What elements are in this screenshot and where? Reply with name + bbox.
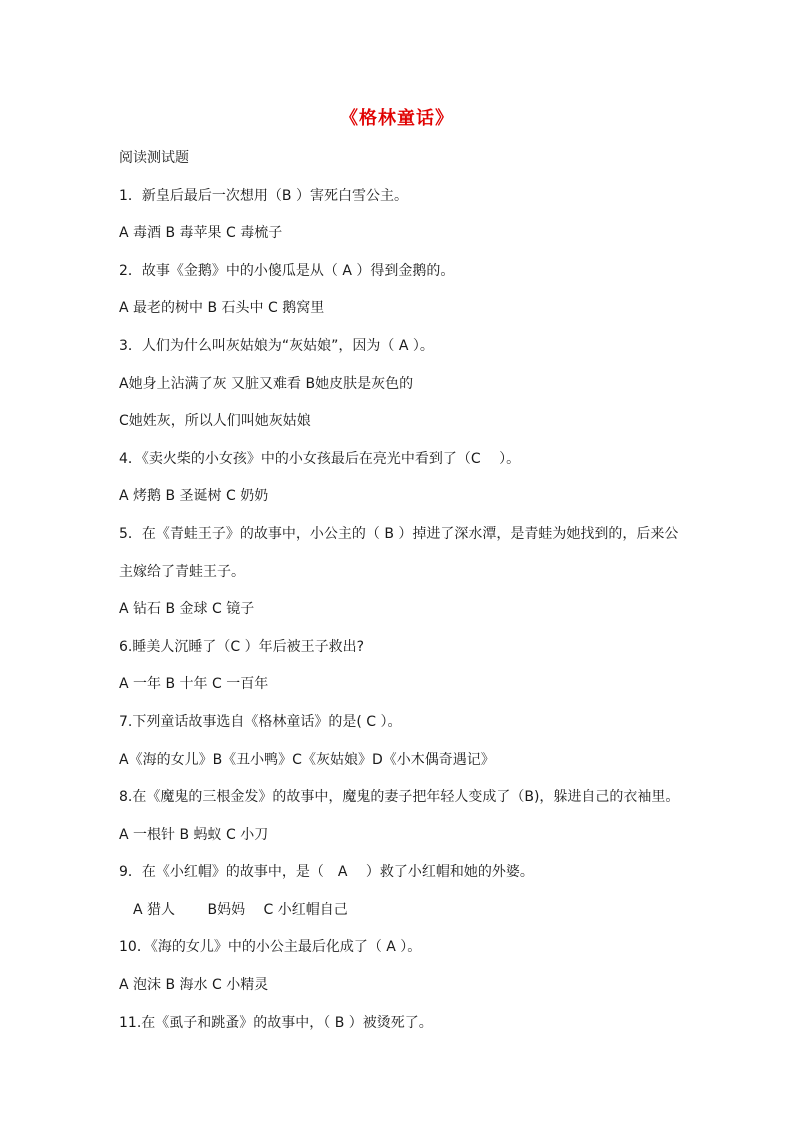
text-line: 7.下列童话故事选自《格林童话》的是( C ）。 <box>119 713 402 730</box>
text-line: A 猎人 B妈妈 C 小红帽自己 <box>119 901 348 918</box>
text-line: A 一年 B 十年 C 一百年 <box>119 676 269 693</box>
text-line: A 钻石 B 金球 C 镜子 <box>119 601 255 618</box>
text-line: 3．人们为什么叫灰姑娘为“灰姑娘”，因为（ A ）。 <box>119 337 434 354</box>
text-line: A她身上沾满了灰 又脏又难看 B她皮肤是灰色的 <box>119 375 414 392</box>
text-line: A 烤鹅 B 圣诞树 C 奶奶 <box>119 488 269 505</box>
text-line: 11.在《虱子和跳蚤》的故事中，（ B ）被烫死了。 <box>119 1014 433 1031</box>
document-body <box>119 147 689 1049</box>
text-line: 主嫁给了青蛙王子。 <box>119 563 245 580</box>
text-line: A 最老的树中 B 石头中 C 鹅窝里 <box>119 300 325 317</box>
text-line: A 泡沫 B 海水 C 小精灵 <box>119 977 269 994</box>
text-line: 6.睡美人沉睡了（C ）年后被王子救出? <box>119 638 365 655</box>
text-line: C她姓灰，所以人们叫她灰姑娘 <box>119 413 311 430</box>
text-line: 2．故事《金鹅》中的小傻瓜是从（ A ）得到金鹅的。 <box>119 262 455 279</box>
text-line: 5．在《青蛙王子》的故事中，小公主的（ B ）掉进了深水潭，是青蛙为她找到的，后来公 <box>119 525 679 542</box>
text-line: 9．在《小红帽》的故事中，是（ A ）救了小红帽和她的外婆。 <box>119 864 534 881</box>
text-line: 10．《海的女儿》中的小公主最后化成了（ A ）。 <box>119 939 422 956</box>
text-line: 8.在《魔鬼的三根金发》的故事中，魔鬼的妻子把年轻人变成了（B)，躲进自己的衣袖里。 <box>119 789 680 806</box>
text-line: 4．《卖火柴的小女孩》中的小女孩最后在亮光中看到了（C ）。 <box>119 450 521 467</box>
text-line: A《海的女儿》B《丑小鸭》C《灰姑娘》D《小木偶奇遇记》 <box>119 751 495 768</box>
text-line: 1．新皇后最后一次想用（B ）害死白雪公主。 <box>119 187 408 204</box>
text-line: A 一根针 B 蚂蚁 C 小刀 <box>119 826 269 843</box>
text-line: A 毒酒 B 毒苹果 C 毒梳子 <box>119 225 283 242</box>
document-title: 《格林童话》 <box>340 108 454 129</box>
text-line: 阅读测试题 <box>119 150 189 166</box>
